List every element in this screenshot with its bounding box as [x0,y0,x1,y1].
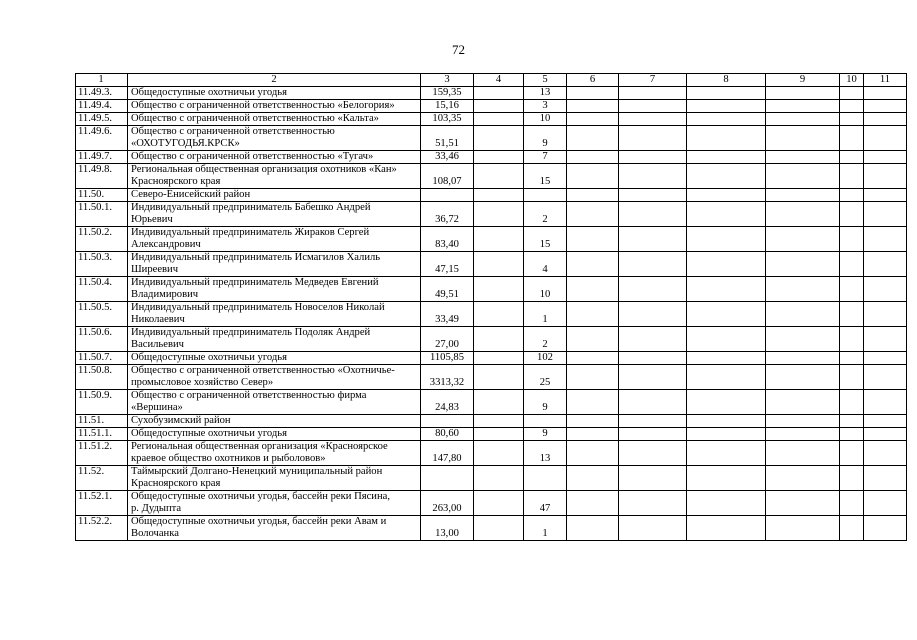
table-cell-col-4 [474,87,524,100]
column-header-5: 5 [524,74,567,87]
table-cell-col-4 [474,126,524,151]
table-cell-col-2: Индивидуальный предприниматель Медведев Евгений Владимирович [128,277,421,302]
table-cell-col-1: 11.49.4. [76,100,128,113]
table-cell-col-7 [619,352,687,365]
table-cell-col-8 [687,390,766,415]
table-cell-col-3: 80,60 [421,428,474,441]
table-cell-col-3: 3313,32 [421,365,474,390]
table-cell-col-2: Индивидуальный предприниматель Жираков Сергей Александрович [128,227,421,252]
table-cell-col-8 [687,441,766,466]
table-cell-col-1: 11.49.8. [76,164,128,189]
table-cell-col-9 [766,327,840,352]
table-cell-col-6 [567,151,619,164]
table-cell-col-10 [840,491,864,516]
table-cell-col-6 [567,227,619,252]
table-cell-col-1: 11.50.9. [76,390,128,415]
column-header-9: 9 [766,74,840,87]
table-cell-col-3 [421,415,474,428]
table-cell-col-1: 11.52.1. [76,491,128,516]
table-cell-col-8 [687,100,766,113]
table-cell-col-5: 9 [524,428,567,441]
table-cell-col-9 [766,491,840,516]
table-cell-col-9 [766,352,840,365]
table-cell-col-8 [687,164,766,189]
table-cell-col-11 [864,113,907,126]
table-cell-col-2: Общедоступные охотничьи угодья, бассейн реки Авам и Волочанка [128,516,421,541]
column-header-7: 7 [619,74,687,87]
table-cell-col-9 [766,126,840,151]
table-cell-col-11 [864,365,907,390]
table-cell-col-11 [864,202,907,227]
table-cell-col-11 [864,327,907,352]
table-cell-col-11 [864,491,907,516]
table-cell-col-4 [474,491,524,516]
table-cell-col-5: 7 [524,151,567,164]
table-cell-col-1: 11.50. [76,189,128,202]
table-cell-col-8 [687,302,766,327]
table-cell-col-1: 11.49.7. [76,151,128,164]
table-cell-col-10 [840,113,864,126]
page-number: 72 [452,42,465,57]
table-cell-col-7 [619,390,687,415]
table-cell-col-11 [864,164,907,189]
table-cell-col-6 [567,164,619,189]
table-cell-col-3: 24,83 [421,390,474,415]
table-cell-col-11 [864,100,907,113]
table-row [76,202,907,227]
table-cell-col-4 [474,516,524,541]
table-cell-col-3: 47,15 [421,252,474,277]
table-cell-col-8 [687,151,766,164]
table-row [76,365,907,390]
table-cell-col-7 [619,277,687,302]
table-cell-col-8 [687,365,766,390]
table-cell-col-6 [567,365,619,390]
table-cell-col-7 [619,227,687,252]
table-cell-col-5: 1 [524,302,567,327]
table-cell-col-4 [474,302,524,327]
table-cell-col-3: 263,00 [421,491,474,516]
table-cell-col-8 [687,277,766,302]
table-cell-col-10 [840,202,864,227]
table-cell-col-1: 11.49.5. [76,113,128,126]
table-cell-col-7 [619,302,687,327]
table-cell-col-4 [474,352,524,365]
table-cell-col-7 [619,151,687,164]
table-cell-col-6 [567,277,619,302]
table-cell-col-5: 9 [524,390,567,415]
column-header-2: 2 [128,74,421,87]
table-cell-col-10 [840,352,864,365]
table-cell-col-2: Общество с ограниченной ответственностью фирма «Вершина» [128,390,421,415]
column-header-10: 10 [840,74,864,87]
table-cell-col-11 [864,252,907,277]
table-cell-col-5: 10 [524,277,567,302]
table-cell-col-10 [840,365,864,390]
table-cell-col-4 [474,466,524,491]
table-cell-col-4 [474,227,524,252]
table-cell-col-9 [766,428,840,441]
table-cell-col-2: Общедоступные охотничьи угодья [128,428,421,441]
table-cell-col-5: 13 [524,87,567,100]
table-cell-col-3 [421,466,474,491]
table-cell-col-1: 11.50.5. [76,302,128,327]
table-row [76,390,907,415]
table-row [76,428,907,441]
table-cell-col-7 [619,428,687,441]
table-cell-col-10 [840,87,864,100]
table-cell-col-10 [840,164,864,189]
table-cell-col-5: 13 [524,441,567,466]
column-header-3: 3 [421,74,474,87]
table-cell-col-10 [840,516,864,541]
table-row [76,151,907,164]
table-cell-col-2: Северо-Енисейский район [128,189,421,202]
table-cell-col-11 [864,126,907,151]
table-cell-col-5: 1 [524,516,567,541]
table-cell-col-9 [766,441,840,466]
table-row [76,164,907,189]
table-cell-col-2: Общество с ограниченной ответственностью «ОХОТУГОДЬЯ.КРСК» [128,126,421,151]
table-cell-col-7 [619,415,687,428]
table-cell-col-4 [474,365,524,390]
data-table [75,73,907,541]
table-cell-col-1: 11.50.3. [76,252,128,277]
table-cell-col-11 [864,415,907,428]
table-cell-col-6 [567,491,619,516]
table-cell-col-3 [421,189,474,202]
table-cell-col-1: 11.50.7. [76,352,128,365]
table-cell-col-2: Индивидуальный предприниматель Новоселов Николай Николаевич [128,302,421,327]
table-cell-col-4 [474,441,524,466]
table-cell-col-10 [840,415,864,428]
table-cell-col-3: 103,35 [421,113,474,126]
table-row [76,415,907,428]
table-cell-col-9 [766,151,840,164]
table-cell-col-1: 11.50.8. [76,365,128,390]
table-cell-col-4 [474,151,524,164]
table-cell-col-6 [567,252,619,277]
table-cell-col-3: 147,80 [421,441,474,466]
column-header-1: 1 [76,74,128,87]
table-cell-col-10 [840,100,864,113]
table-cell-col-8 [687,428,766,441]
table-cell-col-1: 11.51. [76,415,128,428]
table-cell-col-11 [864,277,907,302]
table-cell-col-6 [567,327,619,352]
table-row [76,352,907,365]
table-cell-col-4 [474,202,524,227]
table-cell-col-10 [840,189,864,202]
table-cell-col-5 [524,189,567,202]
table-cell-col-4 [474,277,524,302]
column-header-6: 6 [567,74,619,87]
table-cell-col-5: 2 [524,202,567,227]
table-cell-col-1: 11.49.6. [76,126,128,151]
table-cell-col-4 [474,189,524,202]
table-cell-col-9 [766,390,840,415]
table-cell-col-1: 11.52.2. [76,516,128,541]
table-cell-col-11 [864,151,907,164]
table-cell-col-4 [474,100,524,113]
table-cell-col-2: Общество с ограниченной ответственностью «Кальта» [128,113,421,126]
table-cell-col-9 [766,365,840,390]
table-cell-col-7 [619,516,687,541]
table-cell-col-6 [567,441,619,466]
table-cell-col-5 [524,415,567,428]
table-cell-col-8 [687,516,766,541]
table-cell-col-9 [766,302,840,327]
table-cell-col-10 [840,151,864,164]
table-cell-col-6 [567,189,619,202]
table-cell-col-5: 47 [524,491,567,516]
table-row [76,277,907,302]
table-cell-col-10 [840,327,864,352]
table-cell-col-7 [619,164,687,189]
table-cell-col-10 [840,227,864,252]
table-cell-col-2: Таймырский Долгано-Ненецкий муниципальный район Красноярского края [128,466,421,491]
table-cell-col-7 [619,126,687,151]
table-cell-col-6 [567,428,619,441]
table-cell-col-8 [687,202,766,227]
table-row [76,302,907,327]
table-cell-col-9 [766,516,840,541]
table-cell-col-1: 11.51.2. [76,441,128,466]
table-row [76,252,907,277]
table-cell-col-2: Индивидуальный предприниматель Подоляк Андрей Васильевич [128,327,421,352]
table-cell-col-6 [567,87,619,100]
table-cell-col-8 [687,87,766,100]
table-cell-col-2: Региональная общественная организация «Красноярское краевое общество охотников и рыболовов» [128,441,421,466]
table-cell-col-5: 10 [524,113,567,126]
table-cell-col-9 [766,113,840,126]
table-cell-col-4 [474,415,524,428]
table-cell-col-9 [766,277,840,302]
table-cell-col-6 [567,126,619,151]
table-cell-col-2: Общество с ограниченной ответственностью «Тугач» [128,151,421,164]
table-cell-col-3: 15,16 [421,100,474,113]
table-cell-col-7 [619,113,687,126]
table-cell-col-2: Общество с ограниченной ответственностью «Охотничье- промысловое хозяйство Север» [128,365,421,390]
table-cell-col-2: Индивидуальный предприниматель Бабешко Андрей Юрьевич [128,202,421,227]
table-cell-col-3: 1105,85 [421,352,474,365]
table-cell-col-7 [619,189,687,202]
table-cell-col-8 [687,113,766,126]
table-cell-col-4 [474,390,524,415]
table-cell-col-7 [619,327,687,352]
table-cell-col-6 [567,202,619,227]
table-cell-col-6 [567,466,619,491]
table-cell-col-1: 11.51.1. [76,428,128,441]
table-cell-col-11 [864,441,907,466]
table-cell-col-10 [840,441,864,466]
column-header-4: 4 [474,74,524,87]
table-cell-col-5: 102 [524,352,567,365]
table-cell-col-8 [687,415,766,428]
table-cell-col-4 [474,428,524,441]
table-cell-col-11 [864,352,907,365]
table-cell-col-1: 11.50.6. [76,327,128,352]
table-row [76,126,907,151]
table-cell-col-11 [864,302,907,327]
table-cell-col-10 [840,252,864,277]
table-cell-col-1: 11.49.3. [76,87,128,100]
table-cell-col-3: 108,07 [421,164,474,189]
table-row [76,516,907,541]
table-cell-col-5: 25 [524,365,567,390]
table-cell-col-11 [864,227,907,252]
table-cell-col-3: 33,46 [421,151,474,164]
table-cell-col-2: Сухобузимский район [128,415,421,428]
table-cell-col-11 [864,189,907,202]
table-cell-col-7 [619,466,687,491]
table-cell-col-10 [840,126,864,151]
table-cell-col-9 [766,164,840,189]
table-cell-col-6 [567,516,619,541]
table-cell-col-7 [619,87,687,100]
column-header-11: 11 [864,74,907,87]
table-cell-col-2: Общедоступные охотничьи угодья [128,352,421,365]
table-cell-col-5 [524,466,567,491]
table-cell-col-2: Общество с ограниченной ответственностью «Белогория» [128,100,421,113]
table-cell-col-5: 15 [524,164,567,189]
table-cell-col-2: Региональная общественная организация охотников «Кан» Красноярского края [128,164,421,189]
header-row [76,74,907,87]
table-cell-col-3: 159,35 [421,87,474,100]
table-cell-col-6 [567,352,619,365]
table-cell-col-9 [766,189,840,202]
table-row [76,227,907,252]
table-cell-col-4 [474,164,524,189]
table-cell-col-1: 11.50.1. [76,202,128,227]
table-cell-col-3: 33,49 [421,302,474,327]
table-cell-col-3: 83,40 [421,227,474,252]
table-cell-col-10 [840,466,864,491]
table-cell-col-3: 51,51 [421,126,474,151]
table-cell-col-7 [619,252,687,277]
table-cell-col-5: 3 [524,100,567,113]
table-cell-col-7 [619,441,687,466]
table-cell-col-8 [687,227,766,252]
table-cell-col-10 [840,428,864,441]
table-cell-col-4 [474,327,524,352]
table-cell-col-4 [474,113,524,126]
table-row [76,466,907,491]
table-cell-col-6 [567,113,619,126]
table-cell-col-1: 11.50.2. [76,227,128,252]
table-cell-col-11 [864,390,907,415]
table-row [76,327,907,352]
table-row [76,189,907,202]
table-cell-col-7 [619,365,687,390]
table-cell-col-7 [619,202,687,227]
table-cell-col-2: Общедоступные охотничьи угодья [128,87,421,100]
table-cell-col-7 [619,100,687,113]
table-cell-col-5: 4 [524,252,567,277]
table-cell-col-5: 2 [524,327,567,352]
table-cell-col-6 [567,100,619,113]
table-row [76,100,907,113]
table-cell-col-8 [687,252,766,277]
table-cell-col-3: 27,00 [421,327,474,352]
table-cell-col-11 [864,466,907,491]
table-cell-col-2: Индивидуальный предприниматель Исмагилов Халиль Ширеевич [128,252,421,277]
table-cell-col-8 [687,466,766,491]
table-cell-col-3: 49,51 [421,277,474,302]
table-cell-col-9 [766,100,840,113]
table-cell-col-9 [766,87,840,100]
table-row [76,491,907,516]
table-cell-col-8 [687,126,766,151]
table-cell-col-6 [567,302,619,327]
table-cell-col-8 [687,327,766,352]
table-cell-col-9 [766,227,840,252]
table-cell-col-3: 13,00 [421,516,474,541]
table-cell-col-9 [766,466,840,491]
table-cell-col-6 [567,390,619,415]
table-cell-col-5: 9 [524,126,567,151]
table-row [76,441,907,466]
table-cell-col-8 [687,491,766,516]
table-cell-col-5: 15 [524,227,567,252]
table-cell-col-10 [840,302,864,327]
table-body [76,87,907,541]
table-cell-col-9 [766,415,840,428]
table-cell-col-8 [687,352,766,365]
table-cell-col-11 [864,428,907,441]
table-cell-col-3: 36,72 [421,202,474,227]
table-header [76,74,907,87]
table-cell-col-1: 11.52. [76,466,128,491]
table-cell-col-2: Общедоступные охотничьи угодья, бассейн реки Пясина, р. Дудыпта [128,491,421,516]
table-cell-col-7 [619,491,687,516]
table-row [76,113,907,126]
table-cell-col-9 [766,202,840,227]
table-row [76,87,907,100]
column-header-8: 8 [687,74,766,87]
table-cell-col-9 [766,252,840,277]
table-cell-col-10 [840,277,864,302]
table-cell-col-1: 11.50.4. [76,277,128,302]
table-cell-col-6 [567,415,619,428]
table-cell-col-11 [864,87,907,100]
table-cell-col-10 [840,390,864,415]
table-cell-col-4 [474,252,524,277]
table-cell-col-11 [864,516,907,541]
table-cell-col-8 [687,189,766,202]
